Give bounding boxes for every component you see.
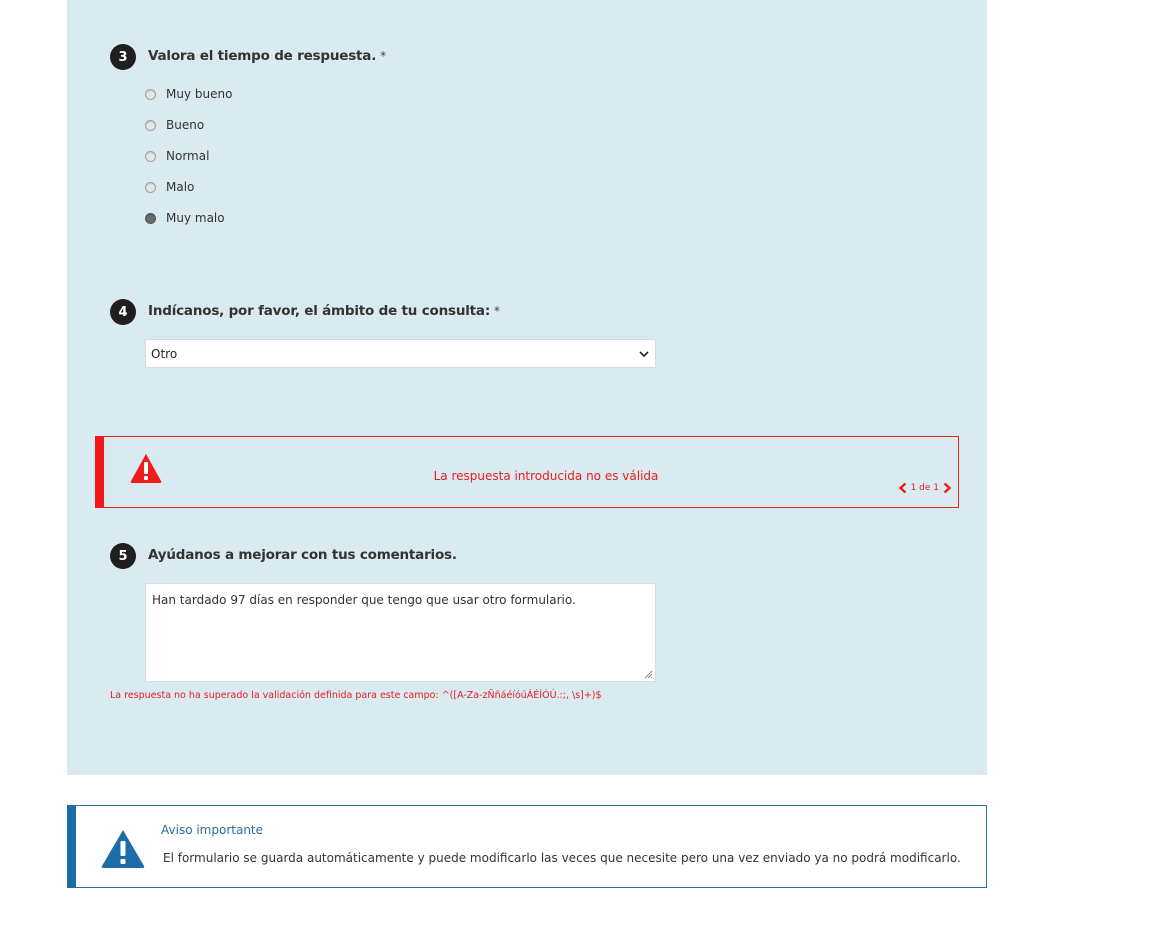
radio-option-normal[interactable] [145,147,209,165]
error-banner [95,436,959,508]
radio-option-bueno[interactable] [145,116,204,134]
warning-triangle-icon [100,828,146,870]
chevron-left-icon[interactable] [898,482,908,494]
radio-label: Bueno [166,118,205,132]
radio-option-muy-malo[interactable] [145,209,225,227]
radio-label: Malo [166,180,195,194]
notice-text: El formulario se guarda automáticamente y puede modificarlo las veces que necesite pero una vez enviado ya no podrá modificarlo. [163,851,961,865]
required-marker: * [380,49,386,63]
validation-error-message: La respuesta no ha superado la validación definida para este campo: ^([A-Za-zÑñáéíóúÁÉÍÓÚ.:;, \s]+)$ [110,690,602,701]
radio-label: Muy malo [166,211,225,225]
radio-option-malo[interactable] [145,178,194,196]
required-marker: * [494,304,500,318]
question-number-badge: 4 [110,299,136,325]
chevron-down-icon [638,348,650,360]
radio-button[interactable] [145,182,156,193]
question-title-text: Ayúdanos a mejorar con tus comentarios. [148,547,457,563]
radio-label: Muy bueno [166,87,233,101]
error-pager [898,482,952,494]
radio-button[interactable] [145,89,156,100]
comments-textarea[interactable] [145,583,656,682]
scope-select[interactable] [145,339,656,368]
question-number-badge: 3 [110,44,136,70]
radio-button-selected[interactable] [145,213,156,224]
survey-panel [67,0,987,775]
radio-label: Normal [166,149,210,163]
question-title-text: Indícanos, por favor, el ámbito de tu consulta: [148,303,491,319]
radio-button[interactable] [145,151,156,162]
resize-grip-icon[interactable] [644,670,653,679]
textarea-value: Han tardado 97 días en responder que tengo que usar otro formulario. [152,593,576,607]
chevron-right-icon[interactable] [942,482,952,494]
radio-option-muy-bueno[interactable] [145,85,232,103]
question-title [148,48,386,64]
error-message: La respuesta introducida no es válida [433,469,659,483]
question-title-text: Valora el tiempo de respuesta. [148,48,377,64]
pager-label: 1 de 1 [910,483,939,493]
question-title [148,547,457,563]
question-title [148,303,500,319]
important-notice [67,805,987,888]
notice-title: Aviso importante [161,823,264,837]
select-value: Otro [151,346,178,361]
radio-button[interactable] [145,120,156,131]
question-number-badge: 5 [110,543,136,569]
